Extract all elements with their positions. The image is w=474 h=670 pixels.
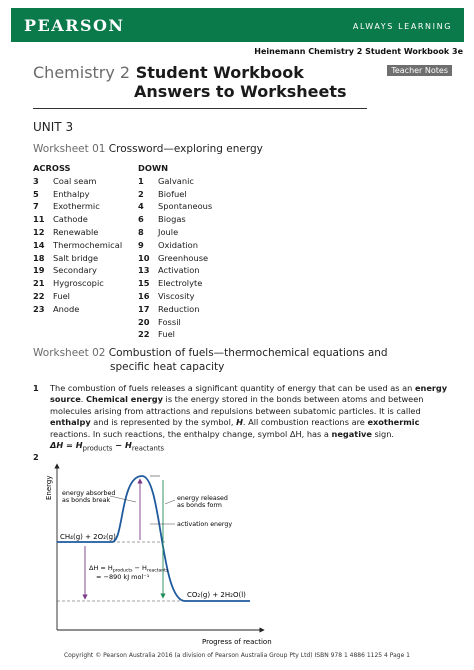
worksheet-02-heading (33, 346, 388, 374)
down-clue (138, 188, 212, 201)
clue-number: 11 (33, 214, 45, 225)
eq-part: reactants (131, 444, 165, 453)
worksheet-title: Crossword—exploring energy (108, 143, 263, 155)
bonds-form-label-2: as bonds form (177, 502, 222, 509)
down-list (138, 162, 212, 341)
down-clue (138, 175, 212, 188)
clue-answer: Cathode (53, 214, 88, 225)
across-clue (33, 188, 122, 201)
clue-number: 13 (138, 265, 150, 276)
q1-text: is the energy stored in the bonds between atoms and between molecules arising from attractions and repulsions between subatomic particles. It is called (50, 394, 424, 416)
clue-answer: Joule (158, 226, 179, 237)
down-clue (138, 226, 212, 239)
clue-answer: Fossil (158, 316, 181, 327)
down-clue (138, 264, 212, 277)
clue-answer: Reduction (158, 303, 200, 314)
across-clue (33, 213, 122, 226)
clue-answer: Secondary (53, 265, 97, 276)
q1-text: sign. (371, 428, 395, 439)
eq-part: products (82, 444, 113, 453)
clue-answer: Thermochemical (53, 239, 123, 250)
clue-number: 18 (33, 252, 45, 263)
eq-part: − H (112, 440, 132, 451)
q1-text: reactions. In such reactions, the enthalpy change, symbol ΔH, has a (50, 428, 332, 439)
title-subtitle: Answers to Worksheets (134, 82, 347, 101)
clue-answer: Greenhouse (158, 252, 209, 263)
worksheet-01-heading (33, 142, 263, 156)
down-clue (138, 328, 212, 341)
clue-answer: Galvanic (158, 175, 194, 186)
dh-part: products (112, 568, 133, 574)
q1-bold: Chemical energy (86, 394, 163, 405)
q1-bold: enthalpy (50, 417, 91, 428)
worksheet-label: Worksheet 01 (33, 143, 106, 155)
bonds-form-label: energy released (177, 495, 228, 502)
clue-number: 20 (138, 316, 150, 327)
across-list (33, 162, 122, 316)
eq-part: ΔH = H (50, 440, 83, 451)
clue-answer: Hygroscopic (53, 278, 104, 289)
bonds-break-label-2: as bonds break (62, 497, 111, 504)
clue-number: 8 (138, 226, 144, 237)
down-heading: DOWN (138, 163, 169, 173)
dh-part: ΔH = H (89, 564, 113, 572)
clue-answer: Salt bridge (53, 252, 99, 263)
q1-bold: H (236, 417, 243, 428)
down-clue (138, 252, 212, 265)
clue-number: 2 (138, 188, 144, 199)
clue-number: 1 (138, 175, 144, 186)
clue-number: 4 (138, 201, 144, 212)
dh-part: − H (132, 564, 147, 572)
clue-answer: Coal seam (53, 175, 97, 186)
across-clue (33, 264, 122, 277)
clue-number: 6 (138, 214, 144, 225)
energy-profile-diagram (0, 460, 474, 660)
tagline: ALWAYS LEARNING (352, 22, 452, 31)
reactants-label: CH₄(g) + 2O₂(g) (60, 533, 116, 541)
q1-text: and is represented by the symbol, (90, 417, 237, 428)
activation-energy-label: activation energy (177, 521, 233, 528)
across-clue (33, 226, 122, 239)
q1-text: The combustion of fuels releases a significant quantity of energy that can be used as an (50, 383, 415, 393)
across-clue (33, 239, 122, 252)
y-axis-label: Energy (45, 475, 53, 500)
clue-number: 19 (33, 265, 45, 276)
clue-answer: Biofuel (158, 188, 187, 199)
bonds-break-label: energy absorbed (62, 490, 116, 497)
q1-bold: energy source (50, 383, 448, 405)
clue-answer: Spontaneous (158, 201, 213, 212)
worksheet-label: Worksheet 02 (33, 347, 106, 359)
question-1-text (50, 383, 455, 455)
clue-number: 12 (33, 226, 45, 237)
clue-answer: Activation (158, 265, 200, 276)
clue-number: 14 (33, 239, 45, 250)
clue-number: 23 (33, 303, 45, 314)
title-main: Student Workbook (135, 63, 304, 82)
x-axis-label: Progress of reaction (202, 638, 272, 646)
clue-number: 10 (138, 252, 150, 263)
question-number: 2 (33, 452, 39, 462)
clue-answer: Fuel (53, 290, 70, 301)
title-rule (33, 108, 367, 109)
across-clue (33, 252, 122, 265)
clue-number: 3 (33, 175, 39, 186)
clue-number: 22 (33, 290, 45, 301)
down-clue (138, 200, 212, 213)
pearson-logo: PEARSON (24, 16, 125, 35)
clue-number: 21 (33, 278, 45, 289)
clue-number: 17 (138, 303, 150, 314)
teacher-notes-badge: Teacher Notes (387, 65, 452, 76)
clue-number: 16 (138, 290, 150, 301)
page-title (33, 63, 347, 101)
clue-answer: Viscosity (158, 290, 195, 301)
q1-text: . (80, 394, 86, 405)
down-clue (138, 239, 212, 252)
delta-h-value: = −890 kJ mol⁻¹ (96, 573, 150, 581)
across-clue (33, 303, 122, 316)
q1-bold: exothermic (367, 417, 420, 428)
across-clue (33, 200, 122, 213)
pointer-line (165, 500, 175, 504)
clue-number: 15 (138, 278, 150, 289)
across-clue (33, 277, 122, 290)
unit-heading: UNIT 3 (33, 120, 74, 134)
clue-number: 7 (33, 201, 39, 212)
question-number: 1 (33, 383, 39, 393)
clue-answer: Oxidation (158, 239, 198, 250)
products-label: CO₂(g) + 2H₂O(l) (187, 591, 246, 599)
across-clue (33, 290, 122, 303)
across-clue (33, 175, 122, 188)
q1-text: . All combustion reactions are (242, 417, 368, 428)
clue-answer: Biogas (158, 214, 186, 225)
clue-answer: Renewable (53, 226, 99, 237)
down-clue (138, 213, 212, 226)
down-clue (138, 303, 212, 316)
clue-number: 22 (138, 329, 150, 340)
dh-part: reactants (146, 568, 169, 574)
clue-answer: Exothermic (53, 201, 100, 212)
enthalpy-equation (50, 440, 165, 453)
clue-answer: Electrolyte (158, 278, 203, 289)
book-title: Heinemann Chemistry 2 Student Workbook 3e (254, 47, 463, 56)
down-clue (138, 290, 212, 303)
clue-answer: Anode (53, 303, 80, 314)
clue-number: 5 (33, 188, 39, 199)
across-heading: ACROSS (33, 163, 71, 173)
clue-answer: Fuel (158, 329, 175, 340)
clue-answer: Enthalpy (53, 188, 90, 199)
down-clue (138, 316, 212, 329)
q1-bold: negative (331, 428, 372, 439)
page-footer: Copyright © Pearson Australia 2016 (a division of Pearson Australia Group Pty Ltd) ISBN 978 1 4886 1125 4 Page 1 (63, 652, 411, 659)
worksheet-title: Combustion of fuels—thermochemical equations and (108, 347, 388, 359)
title-series: Chemistry 2 (33, 63, 131, 82)
worksheet-title-cont: specific heat capacity (110, 361, 225, 373)
clue-number: 9 (138, 239, 144, 250)
down-clue (138, 277, 212, 290)
